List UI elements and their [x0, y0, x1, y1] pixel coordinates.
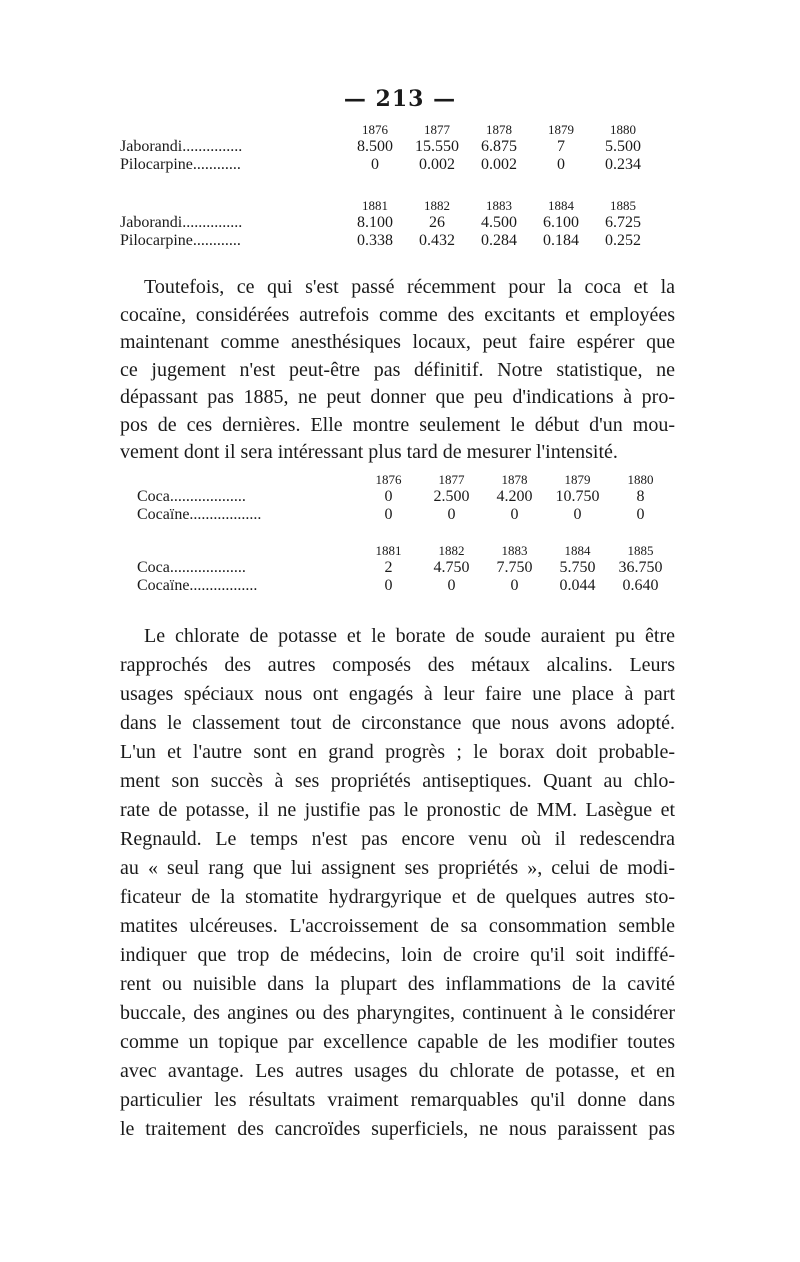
year-cell: 1876	[375, 472, 402, 487]
value-cell: 4.500	[481, 214, 517, 231]
text-line: comme un topique par excellence capable de les modifier toutes	[120, 1031, 675, 1053]
value-cell: 10.750	[555, 488, 600, 505]
value-cell: 15.550	[415, 138, 459, 155]
value-cell: 36.750	[618, 559, 663, 576]
value-cell: 0.044	[559, 577, 596, 594]
year-cell: 1880	[610, 122, 636, 137]
text-line: ment son succès à ses propriétés antiseptiques. Quant au chlo-	[120, 770, 675, 792]
value-cell: 0.002	[419, 156, 455, 173]
year-cell: 1883	[486, 198, 512, 213]
text-line: rent ou nuisible dans la plupart des inflammations de la cavité	[120, 973, 675, 995]
year-cell: 1885	[610, 198, 636, 213]
text-line: Le chlorate de potasse et le borate de soude auraient pu être	[144, 625, 675, 647]
value-cell: 0	[636, 506, 645, 523]
year-header-row	[120, 122, 654, 138]
value-cell: 8	[636, 488, 645, 505]
value-cell: 0	[371, 156, 379, 173]
table-row	[137, 506, 672, 524]
table-row	[120, 232, 654, 250]
year-cell: 1879	[548, 122, 574, 137]
year-cell: 1883	[501, 543, 528, 558]
text-line: pos de ces dernières. Elle montre seulement le début d'un mou-	[120, 413, 675, 436]
table-row	[120, 138, 654, 156]
row-label: Jaborandi...............	[120, 214, 243, 231]
table-row	[120, 214, 654, 232]
value-cell: 7	[557, 138, 565, 155]
value-cell: 0	[384, 488, 393, 505]
text-line: avec avantage. Les autres usages du chlorate de potasse, et en	[120, 1060, 675, 1082]
text-line: au « seul rang que lui assignent ses propriétés », celui de modi-	[120, 857, 675, 879]
text-line: particulier les résultats vraiment remarquables qu'il donne dans	[120, 1089, 675, 1111]
year-cell: 1881	[375, 543, 402, 558]
value-cell: 0.284	[481, 232, 517, 249]
value-cell: 0.338	[357, 232, 393, 249]
year-header-row	[137, 543, 672, 559]
table-jaborandi-top	[120, 122, 654, 174]
value-cell: 0	[573, 506, 582, 523]
value-cell: 6.725	[605, 214, 641, 231]
row-label: Pilocarpine............	[120, 156, 241, 173]
year-cell: 1876	[362, 122, 388, 137]
table-row	[137, 559, 672, 577]
year-cell: 1879	[564, 472, 591, 487]
value-cell: 0	[384, 506, 393, 523]
year-cell: 1882	[424, 198, 450, 213]
value-cell: 5.500	[605, 138, 641, 155]
text-line: ficateur de la stomatite hydrargyrique et de quelques autres sto-	[120, 886, 675, 908]
text-line: rate de potasse, il ne justifie pas le pronostic de MM. Lasègue et	[120, 799, 675, 821]
table-coca-top	[137, 472, 672, 524]
value-cell: 0	[447, 577, 456, 594]
text-line: Toutefois, ce qui s'est passé récemment pour la coca et la	[144, 276, 675, 298]
value-cell: 0	[510, 506, 519, 523]
value-cell: 4.200	[496, 488, 533, 505]
text-line: le traitement des cancroïdes superficiels, ne nous paraissent pas	[120, 1118, 675, 1140]
value-cell: 0	[510, 577, 519, 594]
value-cell: 26	[429, 214, 445, 231]
text-line: cocaïne, considérées autrefois comme des excitants et employées	[120, 303, 675, 326]
text-line: usages spéciaux nous ont engagés à leur faire une place à part	[120, 683, 675, 705]
year-cell: 1878	[486, 122, 512, 137]
text-line: matites ulcéreuses. L'accroissement de sa consommation semble	[120, 915, 675, 937]
table-jaborandi-bottom	[120, 198, 654, 250]
year-cell: 1884	[548, 198, 574, 213]
text-line: dépassant pas 1885, ne peut donner que peu d'indications à pro-	[120, 386, 675, 408]
value-cell: 0	[447, 506, 456, 523]
value-cell: 5.750	[559, 559, 596, 576]
value-cell: 8.100	[357, 214, 393, 231]
row-label: Cocaïne..................	[137, 506, 262, 523]
row-label: Pilocarpine............	[120, 232, 241, 249]
year-cell: 1880	[627, 472, 654, 487]
text-line: L'un et l'autre sont en grand progrès ; le borax doit probable-	[120, 741, 675, 763]
value-cell: 6.875	[481, 138, 517, 155]
value-cell: 8.500	[357, 138, 393, 155]
year-header-row	[120, 198, 654, 214]
value-cell: 6.100	[543, 214, 579, 231]
paragraph-chlorate	[120, 622, 675, 1144]
row-label: Jaborandi...............	[120, 138, 243, 155]
year-cell: 1885	[627, 543, 654, 558]
row-label: Coca...................	[137, 488, 246, 505]
table-row	[137, 577, 672, 595]
page-number: — 213 —	[343, 86, 457, 112]
value-cell: 0.640	[622, 577, 659, 594]
text-line: buccale, des angines ou des pharyngites, continuent à le considérer	[120, 1002, 675, 1024]
value-cell: 0.234	[605, 156, 641, 173]
text-line: maintenant comme anesthésiques locaux, peut faire espérer que	[120, 331, 675, 353]
text-line: dans le classement tout de circonstance que nous avons adopté.	[120, 712, 675, 734]
value-cell: 0.002	[481, 156, 517, 173]
value-cell: 7.750	[496, 559, 533, 576]
table-row	[120, 156, 654, 174]
value-cell: 0.184	[543, 232, 579, 249]
value-cell: 4.750	[433, 559, 470, 576]
value-cell: 2	[384, 559, 393, 576]
year-cell: 1884	[564, 543, 591, 558]
year-cell: 1878	[501, 472, 528, 487]
year-cell: 1881	[362, 198, 388, 213]
text-line: Regnauld. Le temps n'est pas encore venu où il redescendra	[120, 828, 675, 850]
paragraph-coca	[120, 274, 675, 467]
row-label: Cocaïne.................	[137, 577, 258, 594]
year-cell: 1882	[438, 543, 465, 558]
text-line: ce jugement n'est peut-être pas définitif. Notre statistique, ne	[120, 358, 675, 381]
value-cell: 0.432	[419, 232, 455, 249]
text-line: indiquer que trop de médecins, loin de croire qu'il soit indiffé-	[120, 944, 675, 966]
text-line: rapprochés des autres composés des métaux alcalins. Leurs	[120, 654, 675, 676]
table-coca-bottom	[137, 543, 672, 595]
value-cell: 0	[557, 156, 565, 173]
year-cell: 1877	[438, 472, 465, 487]
year-cell: 1877	[424, 122, 450, 137]
table-row	[137, 488, 672, 506]
value-cell: 2.500	[433, 488, 470, 505]
text-line: vement dont il sera intéressant plus tard de mesurer l'intensité.	[120, 441, 618, 463]
year-header-row	[137, 472, 672, 488]
value-cell: 0	[384, 577, 393, 594]
value-cell: 0.252	[605, 232, 641, 249]
row-label: Coca...................	[137, 559, 246, 576]
